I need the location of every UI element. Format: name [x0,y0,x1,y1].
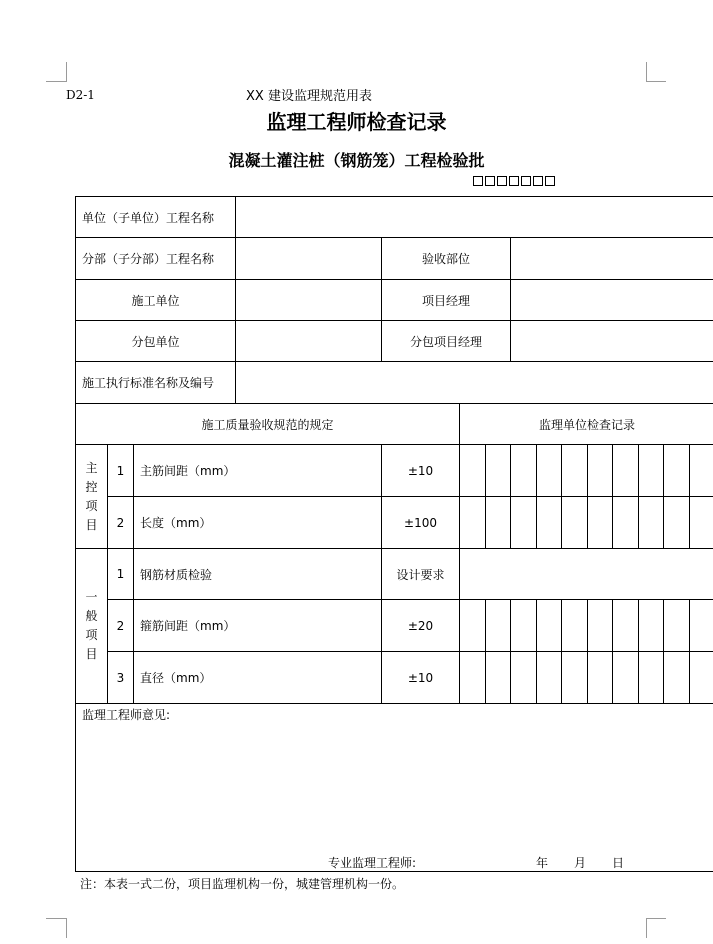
table-row [76,704,713,872]
item-tolerance: ±10 [382,652,460,704]
item-name: 长度（mm） [134,497,382,549]
item-number: 1 [108,549,134,600]
serial-box[interactable] [509,176,519,186]
table-row [76,652,713,704]
check-cell[interactable] [562,600,588,652]
subcontract-project-manager-label: 分包项目经理 [382,321,511,362]
form-series-title: XX 建设监理规范用表 [246,89,372,104]
check-cell[interactable] [460,652,486,704]
check-cell[interactable] [511,445,537,497]
sub-project-name-field[interactable] [236,238,382,280]
check-cell[interactable] [511,497,537,549]
date-day-label: 日 [612,856,625,870]
crop-mark-bottom-left-h [46,918,66,919]
table-row [76,197,713,238]
main-control-label: 主 控 项 目 [76,445,108,549]
check-cell[interactable] [486,652,511,704]
check-cell[interactable] [613,652,639,704]
serial-box[interactable] [521,176,531,186]
construction-unit-label: 施工单位 [76,280,236,321]
signature-label: 专业监理工程师: [328,856,417,870]
date-month-label: 月 [574,856,587,870]
serial-box[interactable] [473,176,483,186]
construction-unit-field[interactable] [236,280,382,321]
check-cell[interactable] [690,445,713,497]
crop-mark-bottom-right-v [646,918,647,938]
table-row [76,321,713,362]
serial-box[interactable] [497,176,507,186]
crop-mark-bottom-right-h [646,918,666,919]
item-number: 1 [108,445,134,497]
crop-mark-top-left-h [46,81,66,82]
sub-project-name-label: 分部（子分部）工程名称 [76,238,236,280]
check-cell[interactable] [588,600,613,652]
check-cell[interactable] [537,445,562,497]
standard-name-label: 施工执行标准名称及编号 [76,362,236,404]
table-row [76,362,713,404]
serial-box[interactable] [485,176,495,186]
quality-spec-header: 施工质量验收规范的规定 [76,404,460,445]
date-year-label: 年 [536,856,549,870]
item-tolerance: ±100 [382,497,460,549]
inspection-form-table [75,196,713,872]
item-tolerance: ±10 [382,445,460,497]
subcontract-project-manager-field[interactable] [511,321,713,362]
project-manager-field[interactable] [511,280,713,321]
check-cell[interactable] [562,445,588,497]
general-items-label: 一 般 项 目 [76,549,108,704]
item-name: 钢筋材质检验 [134,549,382,600]
serial-box[interactable] [533,176,543,186]
table-row [76,600,713,652]
table-row [76,445,713,497]
check-cell[interactable] [486,497,511,549]
unit-project-name-field[interactable] [236,197,713,238]
check-cell[interactable] [460,600,486,652]
check-cell[interactable] [562,497,588,549]
check-cell[interactable] [664,600,690,652]
check-cell[interactable] [460,497,486,549]
crop-mark-top-left-v [66,62,67,82]
item-tolerance: ±20 [382,600,460,652]
engineer-opinion-label: 监理工程师意见: [82,708,171,722]
item-number: 2 [108,497,134,549]
check-cell[interactable] [537,600,562,652]
crop-mark-bottom-left-v [66,918,67,938]
check-cell[interactable] [588,497,613,549]
supervision-record-header: 监理单位检查记录 [460,404,713,445]
subcontract-unit-label: 分包单位 [76,321,236,362]
check-cell[interactable] [639,445,664,497]
check-cell[interactable] [562,652,588,704]
check-cell[interactable] [613,600,639,652]
check-cell[interactable] [664,497,690,549]
check-cell[interactable] [486,445,511,497]
check-cell[interactable] [639,652,664,704]
check-cell[interactable] [588,445,613,497]
check-record-field[interactable] [460,549,713,600]
check-cell[interactable] [690,497,713,549]
serial-box[interactable] [545,176,555,186]
unit-project-name-label: 单位（子单位）工程名称 [76,197,236,238]
project-manager-label: 项目经理 [382,280,511,321]
check-cell[interactable] [664,652,690,704]
table-row [76,238,713,280]
table-row [76,549,713,600]
check-cell[interactable] [639,600,664,652]
item-number: 3 [108,652,134,704]
page-subtitle: 混凝土灌注桩（钢筋笼）工程检验批 [228,151,485,170]
item-name: 箍筋间距（mm） [134,600,382,652]
check-cell[interactable] [639,497,664,549]
check-cell[interactable] [613,497,639,549]
page-title: 监理工程师检查记录 [266,110,447,134]
standard-name-field[interactable] [236,362,713,404]
check-cell[interactable] [537,652,562,704]
check-cell[interactable] [537,497,562,549]
engineer-opinion-area[interactable] [76,704,713,872]
check-cell[interactable] [613,445,639,497]
item-name: 主筋间距（mm） [134,445,382,497]
check-cell[interactable] [460,445,486,497]
crop-mark-top-right-h [646,81,666,82]
acceptance-part-label: 验收部位 [382,238,511,280]
check-cell[interactable] [690,652,713,704]
check-cell[interactable] [690,600,713,652]
table-row [76,497,713,549]
check-cell[interactable] [511,652,537,704]
table-row [76,404,713,445]
check-cell[interactable] [486,600,511,652]
check-cell[interactable] [664,445,690,497]
check-cell[interactable] [588,652,613,704]
subcontract-unit-field[interactable] [236,321,382,362]
acceptance-part-field[interactable] [511,238,713,280]
footnote: 注：本表一式二份，项目监理机构一份，城建管理机构一份。 [80,877,405,891]
serial-number-boxes[interactable] [473,176,555,186]
item-tolerance: 设计要求 [382,549,460,600]
table-row [76,280,713,321]
item-number: 2 [108,600,134,652]
item-name: 直径（mm） [134,652,382,704]
form-code: D2-1 [66,88,95,102]
crop-mark-top-right-v [646,62,647,82]
check-cell[interactable] [511,600,537,652]
